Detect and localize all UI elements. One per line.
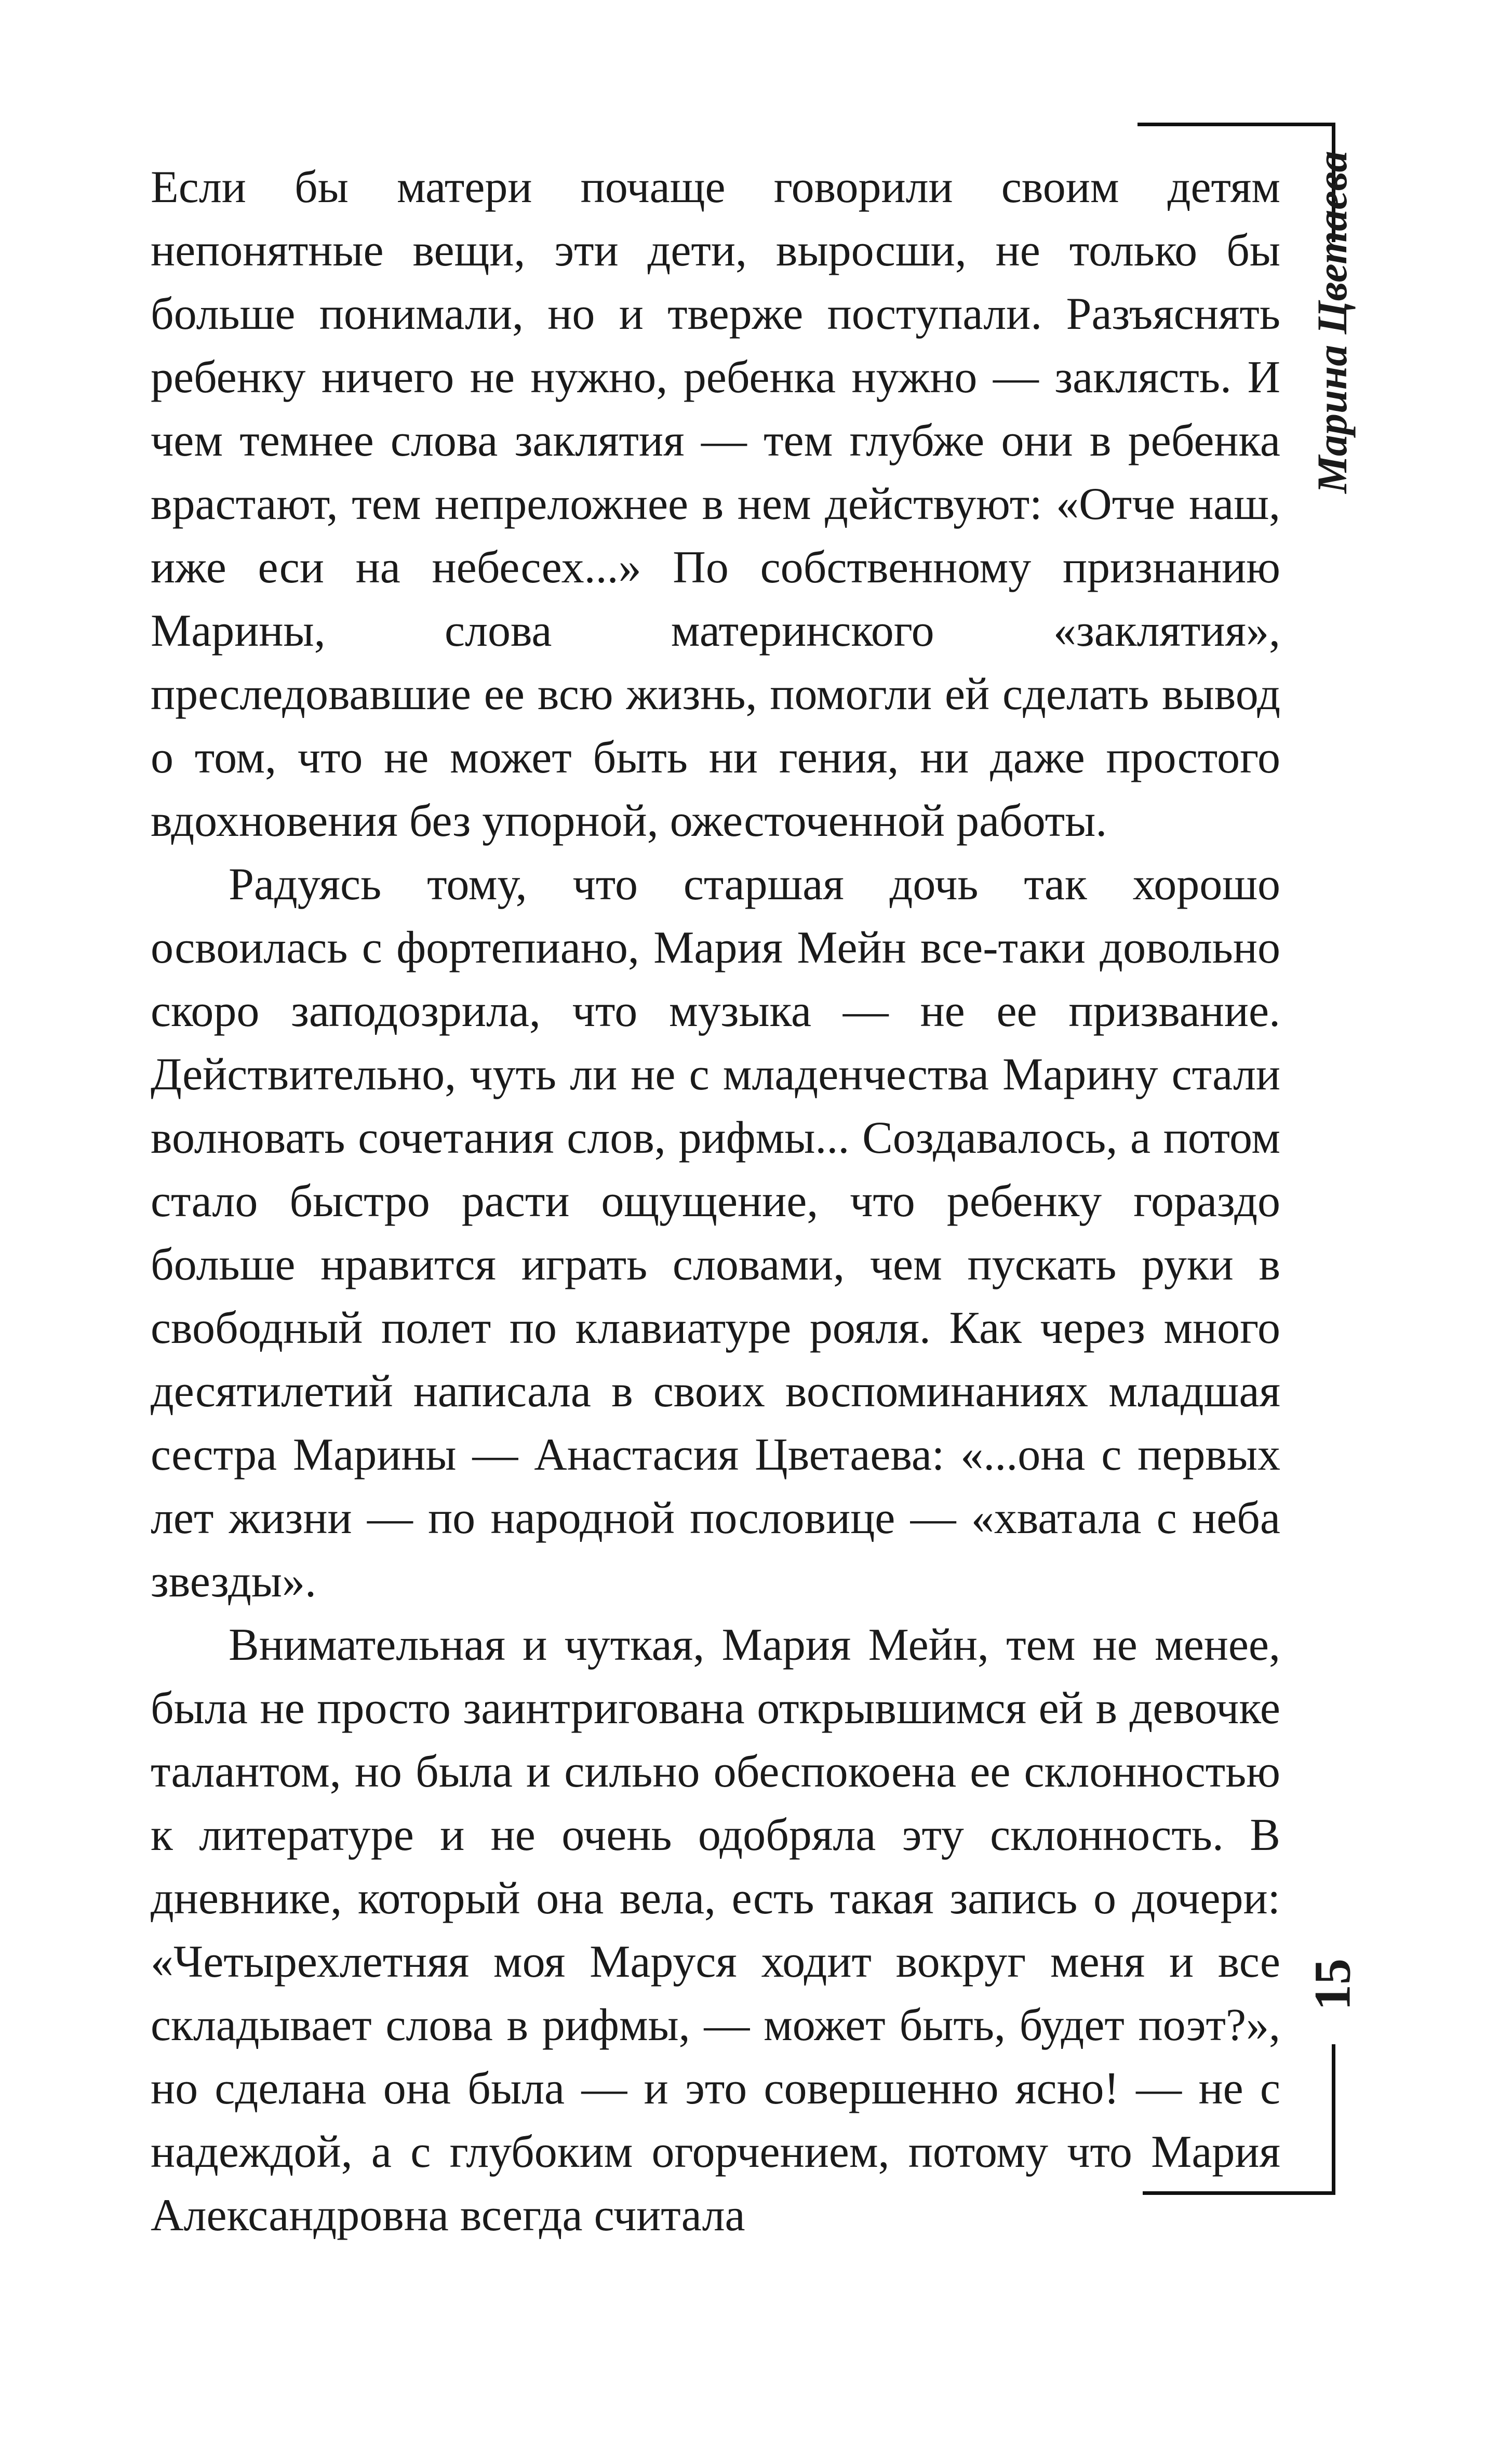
- frame-rule-right-lower: [1332, 2044, 1335, 2195]
- frame-rule-top: [1138, 123, 1335, 126]
- page-number-text: 15: [1303, 1959, 1361, 2010]
- running-head-text: Марина Цветаева: [1308, 151, 1356, 494]
- paragraph-3: Внимательная и чуткая, Мария Мейн, тем не менее, была не просто заинтригована открывшимся ей в девочке талантом, но была и сильно обеспокоена ее склонностью к литературе и не очень одобряла эту склонность. В дневнике, который она вела, есть такая запись о дочери: «Четырехлетняя моя Маруся ходит вокруг меня и все складывает слова в рифмы, — может быть, будет поэт?», но сделана она была — и это совершенно ясно! — не с надеждой, а с глубоким огорчением, потому что Мария Александровна всегда считала: [151, 1620, 1280, 2241]
- body-text: [151, 156, 1280, 2247]
- paragraph-1: Если бы матери почаще говорили своим детям непонятные вещи, эти дети, выросши, не только бы больше понимали, но и тверже поступали. Разъяснять ребенку ничего не нужно, ребенка нужно — заклясть. И чем темнее слова заклятия — тем глубже они в ребенка врастают, тем непреложнее в нем действуют: «Отче наш, иже еси на небесех...» По собственному признанию Марины, слова материнского «заклятия», преследовавшие ее всю жизнь, помогли ей сделать вывод о том, что не может быть ни гения, ни даже простого вдохновения без упорной, ожесточенной работы.: [151, 162, 1280, 846]
- paragraph-2: Радуясь тому, что старшая дочь так хорошо освоилась с фортепиано, Мария Мейн все-таки довольно скоро заподозрила, что музыка — не ее призвание. Действительно, чуть ли не с младенчества Марину стали волновать сочетания слов, рифмы... Создавалось, а потом стало быстро расти ощущение, что ребенку гораздо больше нравится играть словами, чем пускать руки в свободный полет по клавиатуре рояля. Как через много десятилетий написала в своих воспоминаниях младшая сестра Марины — Анастасия Цветаева: «...она с первых лет жизни — по народной пословице — «хватала с неба звезды».: [151, 859, 1280, 1607]
